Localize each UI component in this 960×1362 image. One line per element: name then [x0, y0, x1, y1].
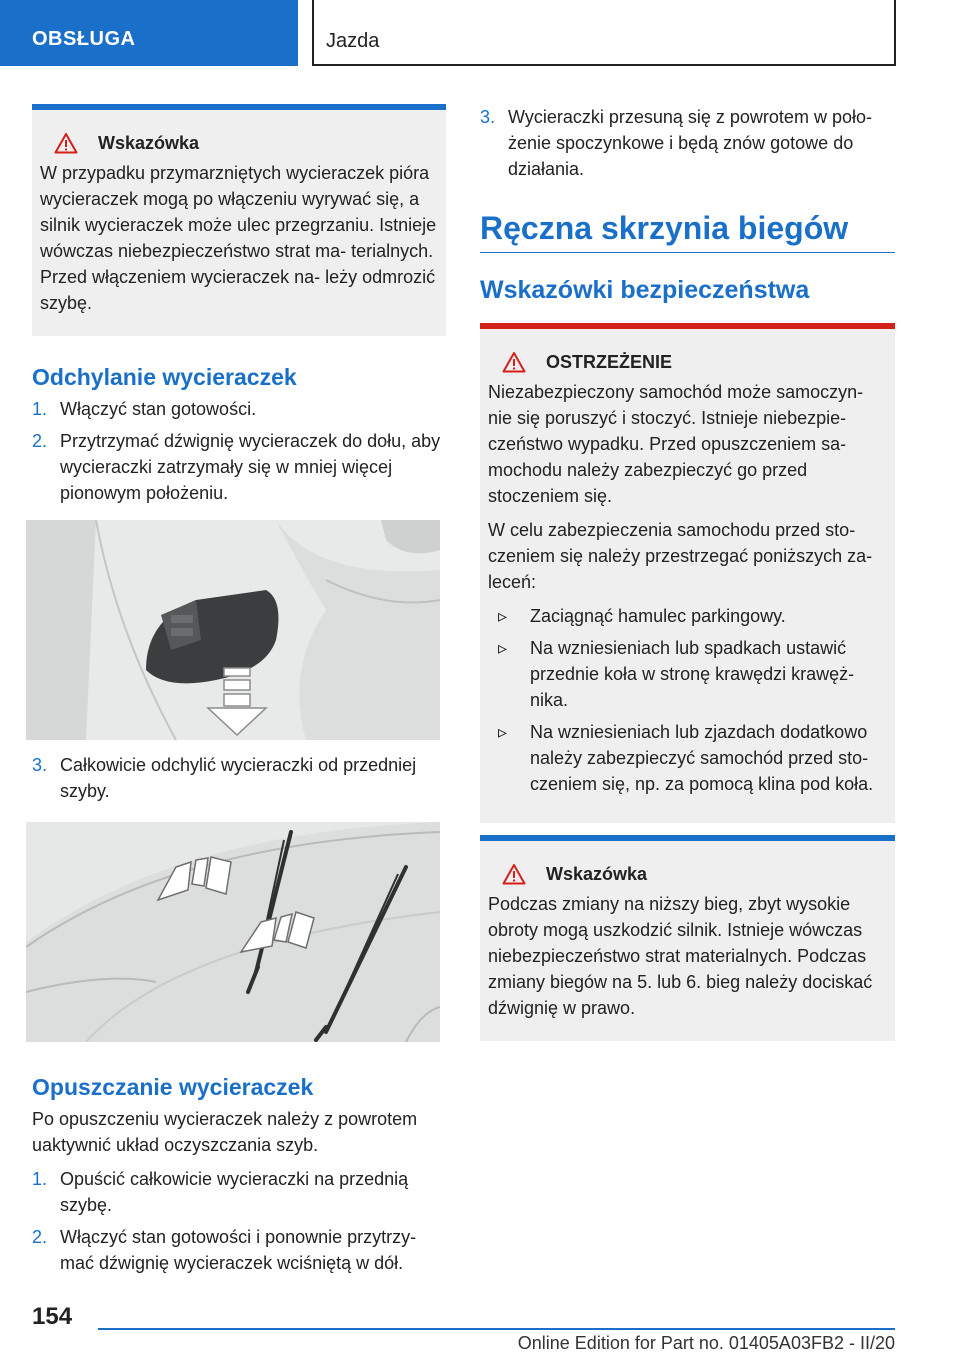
step-number: 2. — [32, 1227, 48, 1247]
step-number: 1. — [32, 399, 48, 419]
step-text: Całkowicie odchylić wycieraczki od przedniej szyby. — [60, 755, 417, 801]
step-item — [32, 1166, 446, 1218]
list-item — [488, 635, 887, 713]
step-item — [32, 752, 446, 804]
step-item — [32, 1224, 446, 1276]
footer-divider — [98, 1328, 895, 1330]
section-tab — [0, 0, 298, 66]
notice-text: W przypadku przymarzniętych wycieraczek pióra wycieraczek mogą po włączeniu wyrywać się, a silnik wycieraczek może ulec przegrzaniu. Istnieje wówczas niebezpieczeństwo strat ma- terialnych. Przed włączeniem wycieraczek na- leży odmrozić szybę. — [40, 163, 437, 313]
section-title: OBSŁUGA — [32, 28, 136, 50]
warning-text: Niezabezpieczony samochód może samoczyn- nie się poruszyć i stoczyć. Istnieje niebezpie- czeństwo wypadku. Przed opuszczeniem sa- mochodu należy zabezpieczyć go przed stoczeniem się. — [488, 382, 864, 506]
page-number: 154 — [32, 1303, 73, 1330]
list-item-text: Zaciągnąć hamulec parkingowy. — [530, 606, 786, 626]
chapter-title: Jazda — [326, 30, 380, 52]
list-item-text: Na wzniesieniach lub spadkach ustawić przednie koła w stronę krawędzi krawęż- nika. — [530, 638, 855, 710]
step-item — [32, 428, 446, 506]
list-item — [488, 719, 887, 797]
notice-text: Podczas zmiany na niższy bieg, zbyt wysokie obroty mogą uszkodzić silnik. Istnieje wówczas niebezpieczeństwo strat materialnych. Podczas zmiany biegów na 5. lub 6. bieg należy dociskać dźwignię w prawo. — [488, 894, 873, 1018]
warning-triangle-icon — [54, 132, 78, 154]
notice-title: Wskazówka — [546, 864, 648, 884]
step-number: 3. — [32, 755, 48, 775]
section-heading: Opuszczanie wycieraczek — [32, 1074, 314, 1100]
warning-text: W celu zabezpieczenia samochodu przed sto- czeniem się należy przestrzegać poniższych za- leceń: — [488, 520, 873, 592]
step-text: Włączyć stan gotowości. — [60, 399, 257, 419]
warning-triangle-icon — [502, 351, 526, 373]
step-number: 3. — [480, 107, 496, 127]
notice-title: Wskazówka — [98, 133, 200, 153]
edition-footer: Online Edition for Part no. 01405A03FB2 - II/20 — [517, 1333, 895, 1353]
bullet-triangle-icon: ▹ — [498, 638, 508, 658]
step-item — [480, 104, 895, 182]
wiper-lever-illustration — [26, 520, 440, 740]
chapter-box — [312, 0, 896, 66]
list-item — [488, 603, 887, 629]
list-item-text: Na wzniesieniach lub zjazdach dodatkowo należy zabezpieczyć samochód przed sto- czeniem się, np. za pomocą klina pod koła. — [530, 722, 874, 794]
step-text: Włączyć stan gotowości i ponownie przytrzy- mać dźwignię wycieraczek wciśniętą w dół. — [60, 1227, 417, 1273]
warning-title: OSTRZEŻENIE — [546, 352, 673, 372]
windshield-wipers-illustration — [26, 822, 440, 1042]
notice-box — [32, 104, 446, 336]
warning-box — [480, 323, 895, 823]
left-column — [32, 104, 446, 1282]
chapter-heading: Ręczna skrzynia biegów — [480, 208, 895, 253]
bullet-triangle-icon: ▹ — [498, 606, 508, 626]
step-text: Wycieraczki przesuną się z powrotem w poło- żenie spoczynkowe i będą znów gotowe do działania. — [508, 107, 872, 179]
step-text: Przytrzymać dźwignię wycieraczek do dołu, aby wycieraczki zatrzymały się w mniej więcej pionowym położeniu. — [60, 431, 441, 503]
step-item — [32, 396, 446, 422]
bullet-triangle-icon: ▹ — [498, 722, 508, 742]
section-intro: Po opuszczeniu wycieraczek należy z powrotem uaktywnić układ oczyszczania szyb. — [32, 1109, 418, 1155]
step-text: Opuścić całkowicie wycieraczki na przednią szybę. — [60, 1169, 409, 1215]
section-heading: Wskazówki bezpieczeństwa — [480, 276, 810, 304]
right-column — [480, 104, 895, 1041]
notice-box — [480, 835, 895, 1041]
step-number: 2. — [32, 431, 48, 451]
section-heading: Odchylanie wycieraczek — [32, 364, 297, 390]
step-number: 1. — [32, 1169, 48, 1189]
warning-triangle-icon — [502, 863, 526, 885]
